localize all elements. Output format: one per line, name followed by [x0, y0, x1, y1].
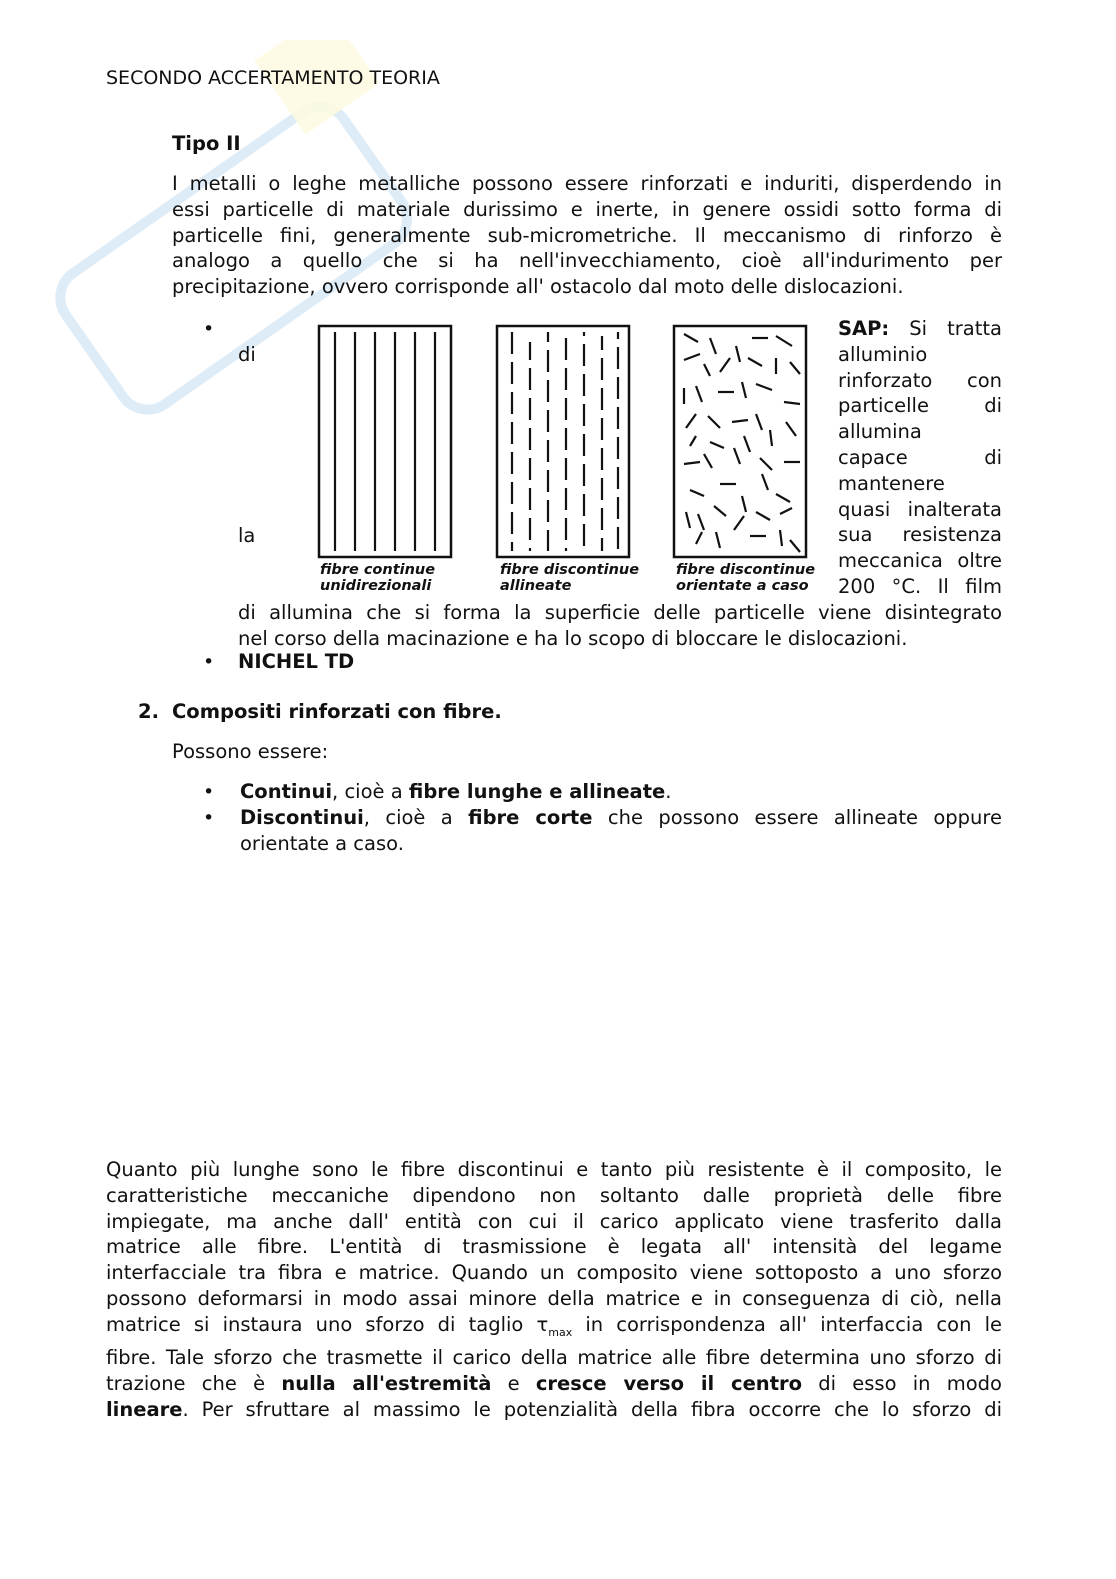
continuous-fibers: [335, 332, 435, 551]
sap-line: capace di: [838, 445, 1002, 469]
sap-left-fragment-la: la: [238, 524, 256, 547]
paragraph-line: particelle fini, generalmente sub-micrometriche. Il meccanismo di rinforzo è: [172, 223, 1002, 247]
sap-line-film: 200 °C. Il film: [838, 574, 1002, 598]
sap-line: allumina: [838, 420, 922, 444]
section-number: 2.: [138, 700, 159, 723]
section-intro: Possono essere:: [172, 740, 329, 763]
section-heading-tipo-ii: Tipo II: [172, 132, 241, 155]
sap-line: mantenere: [838, 471, 945, 495]
fiber-arrangements-figure: [300, 318, 820, 598]
paragraph-line: nel corso della macinazione e ha lo scopo di bloccare le dislocazioni.: [238, 626, 908, 650]
sap-left-fragment-di: di: [238, 343, 256, 366]
paragraph-line: precipitazione, ovvero corrisponde all' ostacolo dal moto delle dislocazioni.: [172, 275, 904, 299]
aligned-short-fibers: [512, 332, 618, 551]
item-continui: Continui, cioè a fibre lunghe e allineate.: [240, 780, 672, 803]
section-heading-compositi: Compositi rinforzati con fibre.: [172, 700, 502, 723]
paragraph-line: matrice si instaura uno sforzo di taglio $\tau_{max}$ in corrispondenza all' interfaccia con le: [106, 1312, 1002, 1339]
sap-line: sua resistenza: [838, 523, 1002, 547]
paragraph-line: matrice alle fibre. L'entità di trasmissione è legata all' intensità del legame: [106, 1235, 1002, 1259]
sap-right-column: [838, 316, 1002, 600]
paragraph-line: fibre. Tale sforzo che trasmette il carico della matrice alle fibre determina uno sforzo di: [106, 1346, 1002, 1370]
paragraph-line: interfacciale tra fibra e matrice. Quando un composito viene sottoposto a uno sforzo: [106, 1261, 1002, 1285]
paragraph-line: possono deformarsi in modo assai minore della matrice e in conseguenza di ciò, nella: [106, 1286, 1002, 1310]
sap-line: meccanica oltre: [838, 549, 1002, 573]
paragraph-line: essi particelle di materiale durissimo e inerte, in genere ossidi sotto forma di: [172, 197, 1002, 221]
sap-first-line: SAP: Si tratta: [838, 317, 1002, 340]
bullet-sap: •: [203, 318, 215, 340]
paragraph-line: I metalli o leghe metalliche possono essere rinforzati e induriti, disperdendo in: [172, 172, 1002, 195]
bottom-paragraph: [106, 1157, 1002, 1423]
panel-continuous: [319, 326, 451, 557]
sap-line: quasi inalterata: [838, 497, 1002, 521]
sap-label: SAP:: [838, 317, 890, 340]
nichel-td-label: NICHEL TD: [238, 650, 355, 673]
tipo-ii-paragraph: [172, 171, 1002, 300]
caption-discontinuous-random: fibre discontinue orientate a caso: [676, 562, 816, 594]
sap-line: particelle di: [838, 394, 1002, 418]
bullet-nichel: •: [203, 651, 215, 673]
sap-continuation: [238, 600, 1002, 652]
sap-line: rinforzato con: [838, 368, 1002, 392]
paragraph-line: analogo a quello che si ha nell'invecchiamento, cioè all'indurimento per: [172, 249, 1002, 273]
paragraph-line: trazione che è nulla all'estremità e cresce verso il centro di esso in modo: [106, 1372, 1002, 1396]
page-header: SECONDO ACCERTAMENTO TEORIA: [106, 67, 440, 89]
sap-line: alluminio: [838, 342, 928, 366]
paragraph-line: di allumina che si forma la superficie delle particelle viene disintegrato: [238, 601, 1002, 624]
paragraph-line: Quanto più lunghe sono le fibre discontinui e tanto più resistente è il composito, le: [106, 1158, 1002, 1181]
bullet-continui: •: [203, 781, 215, 803]
caption-continuous: fibre continue unidirezionali: [320, 562, 436, 594]
caption-discontinuous-aligned: fibre discontinue allineate: [500, 562, 640, 594]
panel-discontinuous-aligned: [497, 326, 629, 557]
item-discontinui: Discontinui, cioè a fibre corte che possono essere allineate oppure orientate a caso.: [240, 806, 1002, 855]
random-short-fibers: [684, 334, 800, 552]
paragraph-line: caratteristiche meccaniche dipendono non soltanto dalle proprietà delle fibre: [106, 1183, 1002, 1207]
paragraph-line: impiegate, ma anche dall' entità con cui il carico applicato viene trasferito dalla: [106, 1209, 1002, 1233]
bullet-discontinui: •: [203, 807, 215, 829]
paragraph-line: lineare. Per sfruttare al massimo le potenzialità della fibra occorre che lo sforzo di: [106, 1398, 1002, 1422]
